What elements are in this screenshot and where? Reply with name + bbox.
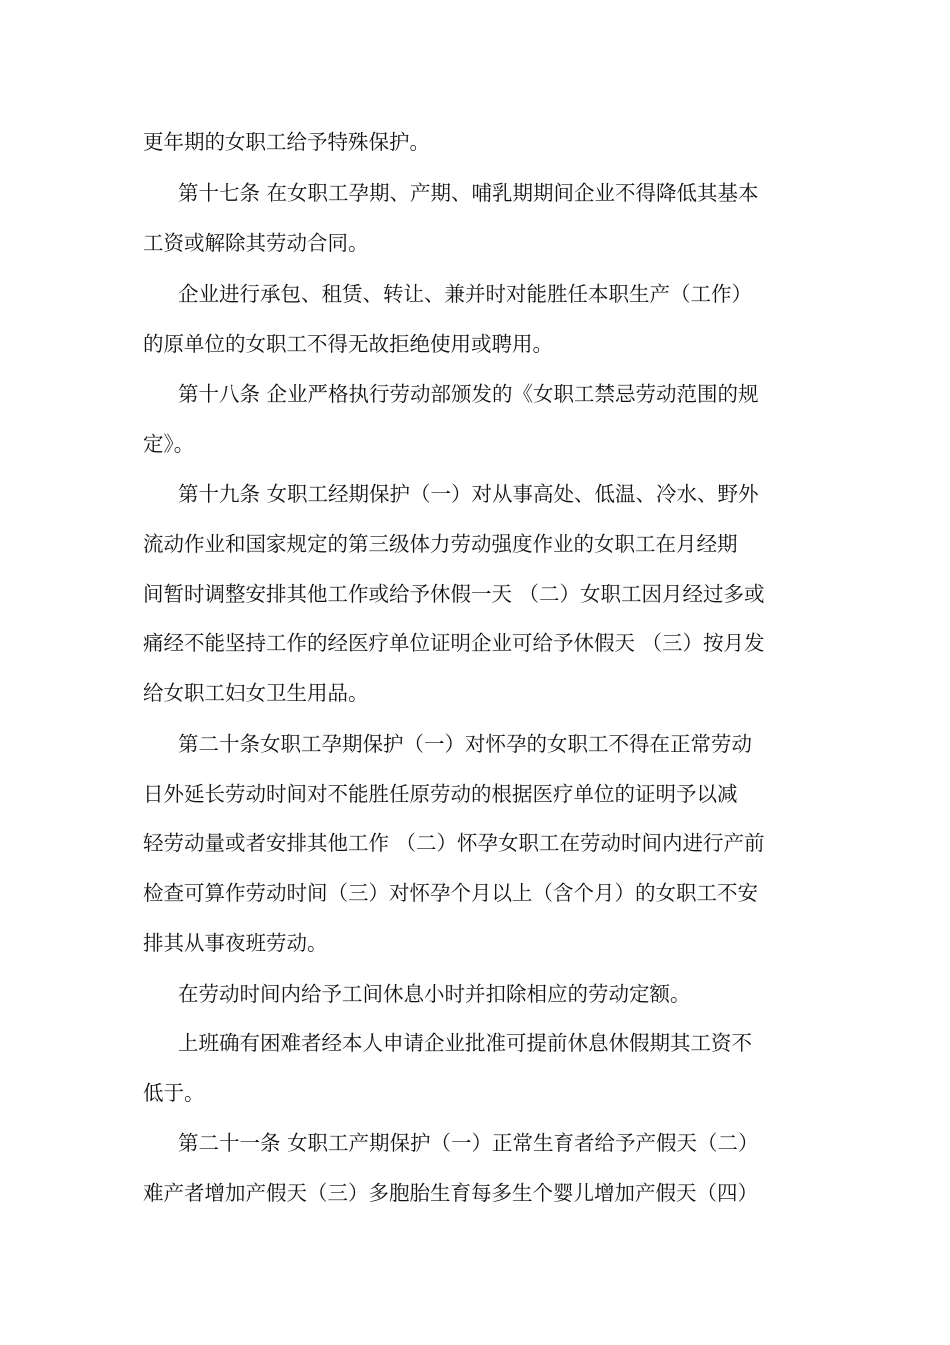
text-line: 日外延长劳动时间对不能胜任原劳动的根据医疗单位的证明予以减 [143, 782, 738, 806]
text-line: 定》。 [143, 432, 195, 456]
text-line: 难产者增加产假天（三）多胞胎生育每多生个婴儿增加产假天（四） [143, 1181, 758, 1205]
text-line: 企业进行承包、租赁、转让、兼并时对能胜任本职生产（工作） [178, 282, 752, 306]
text-line: 的原单位的女职工不得无故拒绝使用或聘用。 [143, 332, 553, 356]
text-line: 工资或解除其劳动合同。 [143, 231, 369, 255]
text-line: 第十八条 企业严格执行劳动部颁发的《女职工禁忌劳动范围的规 [178, 382, 759, 406]
text-line: 第二十一条 女职工产期保护（一）正常生育者给予产假天（二） [178, 1131, 759, 1155]
text-line: 给女职工妇女卫生用品。 [143, 681, 369, 705]
text-line: 排其从事夜班劳动。 [143, 931, 328, 955]
text-line: 间暂时调整安排其他工作或给予休假一天 （二）女职工因月经过多或 [143, 582, 765, 606]
text-line: 第十九条 女职工经期保护（一）对从事高处、低温、冷水、野外 [178, 482, 759, 506]
text-line: 低于。 [143, 1081, 205, 1105]
text-line: 在劳动时间内给予工间休息小时并扣除相应的劳动定额。 [178, 982, 691, 1006]
text-line: 更年期的女职工给予特殊保护。 [143, 130, 430, 154]
text-line: 轻劳动量或者安排其他工作 （二）怀孕女职工在劳动时间内进行产前 [143, 831, 765, 855]
text-line: 痛经不能坚持工作的经医疗单位证明企业可给予休假天 （三）按月发 [143, 631, 765, 655]
text-line: 检查可算作劳动时间（三）对怀孕个月以上（含个月）的女职工不安 [143, 881, 758, 905]
text-line: 流动作业和国家规定的第三级体力劳动强度作业的女职工在月经期 [143, 532, 738, 556]
text-line: 第十七条 在女职工孕期、产期、哺乳期期间企业不得降低其基本 [178, 181, 759, 205]
text-line: 第二十条女职工孕期保护（一）对怀孕的女职工不得在正常劳动 [178, 732, 752, 756]
text-line: 上班确有困难者经本人申请企业批准可提前休息休假期其工资不 [178, 1031, 752, 1055]
